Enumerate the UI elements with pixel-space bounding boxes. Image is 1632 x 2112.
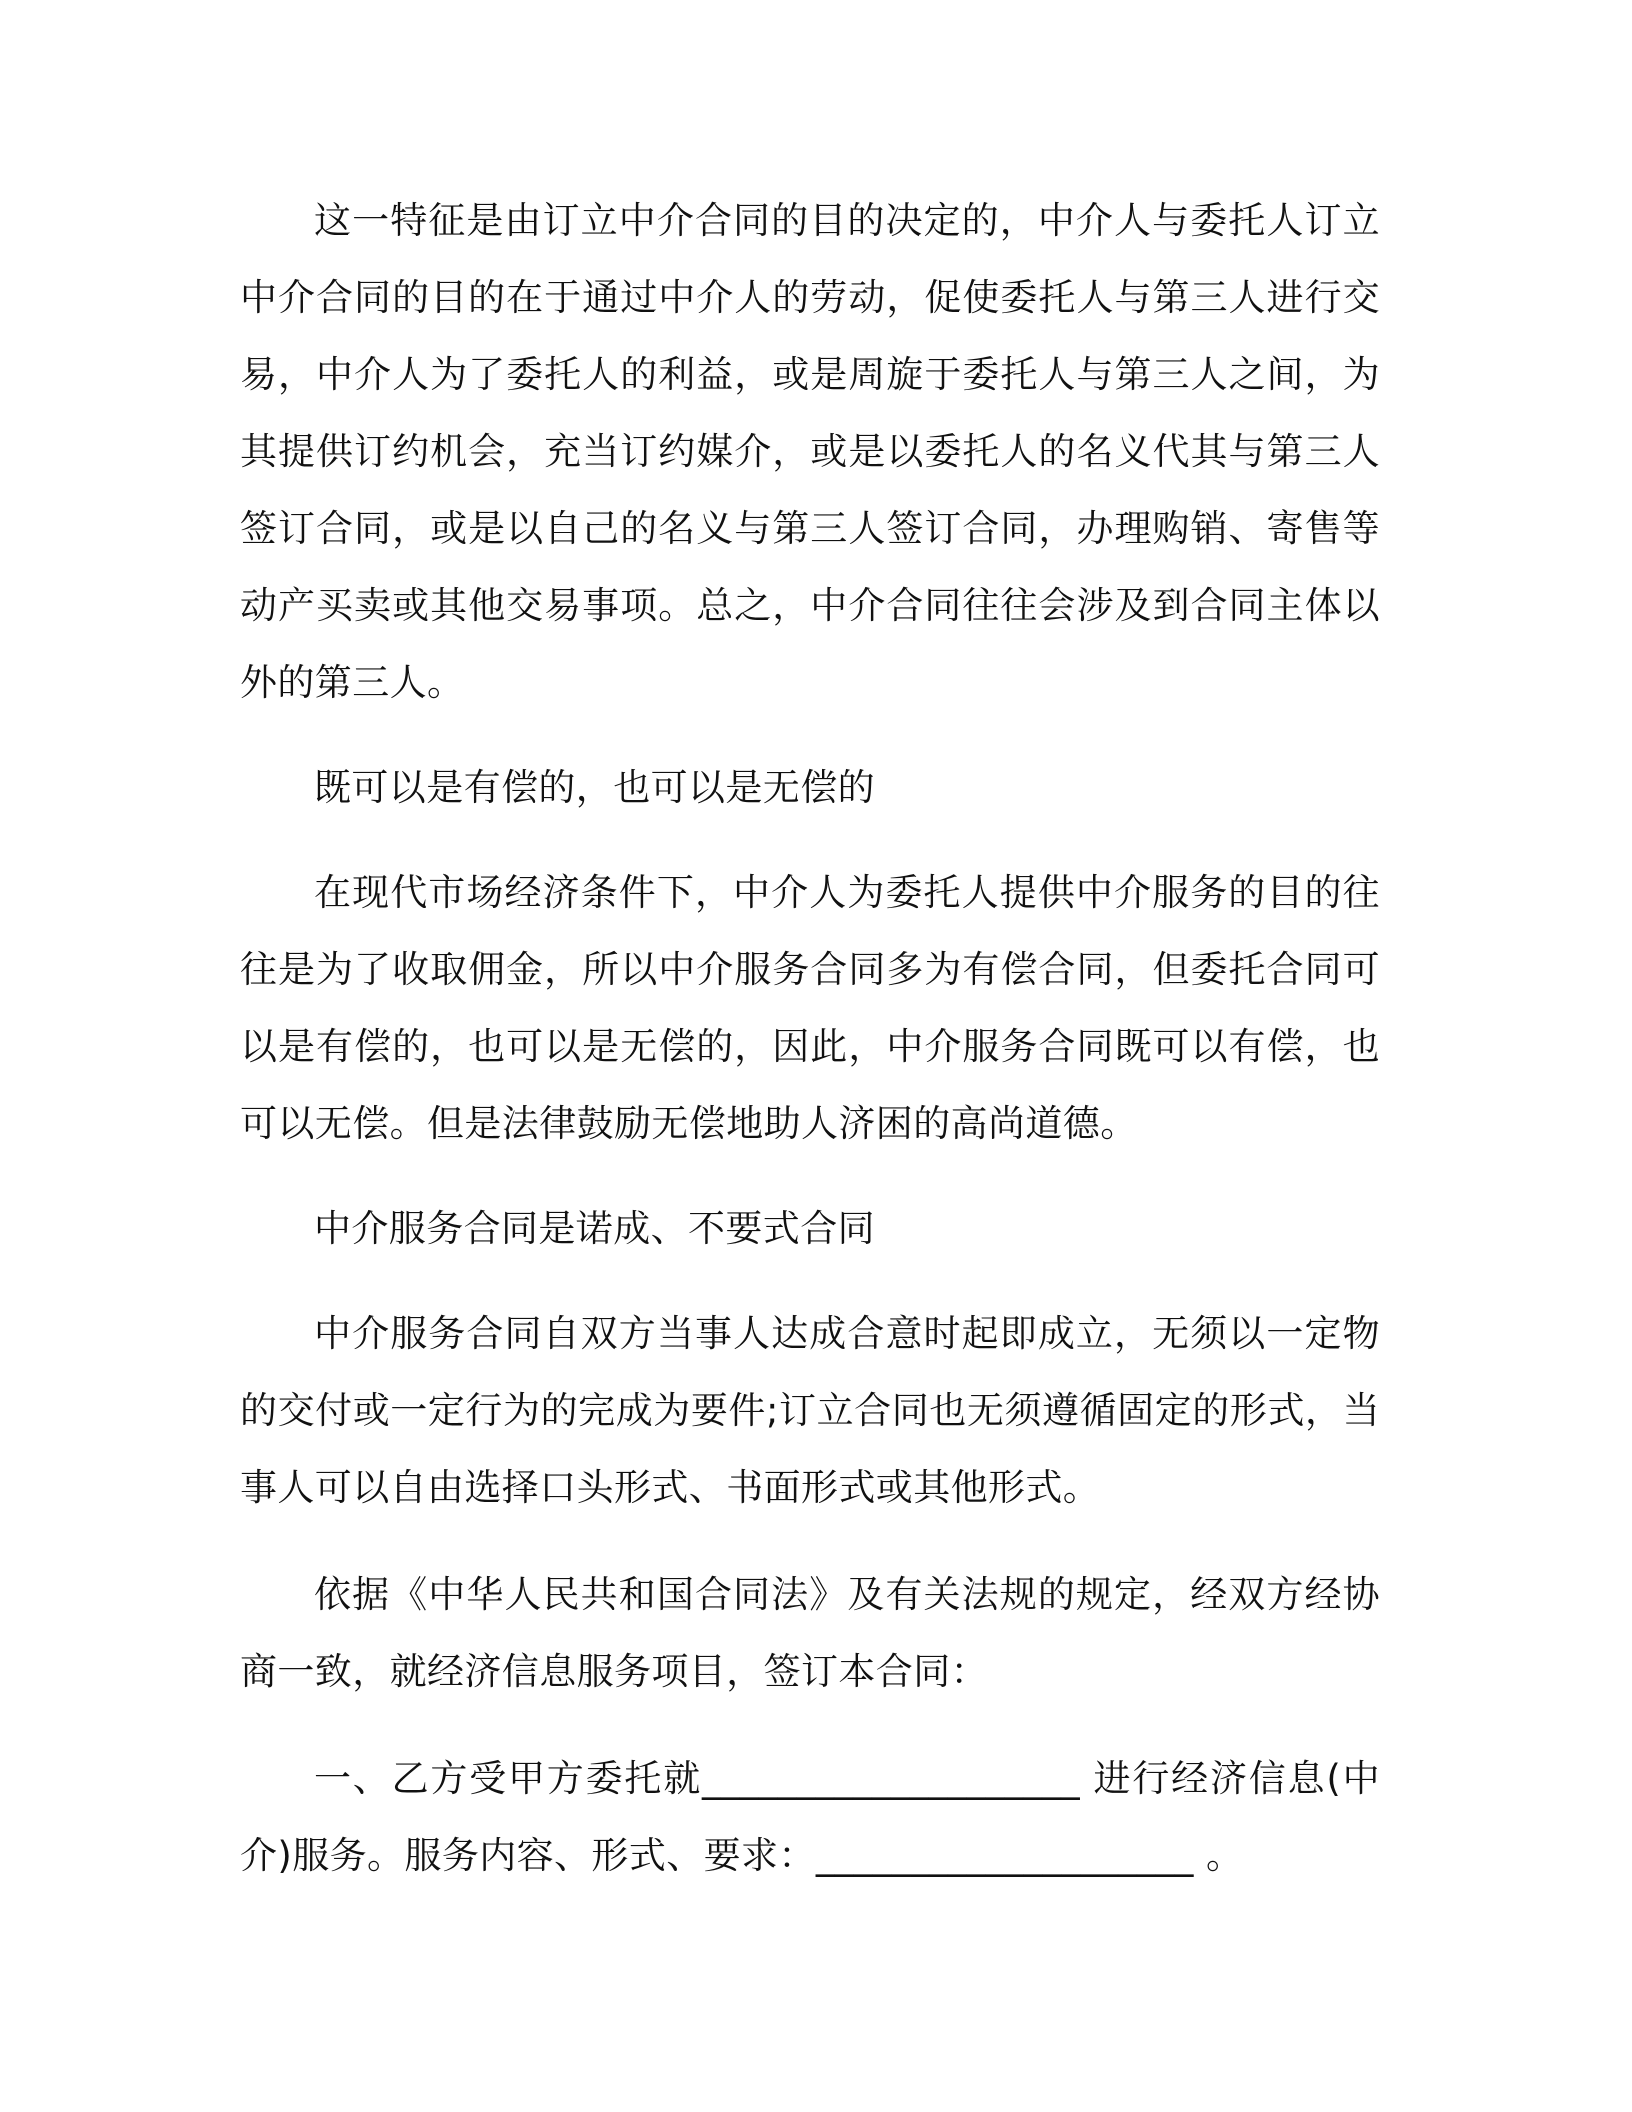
paragraph-third-party-feature: 这一特征是由订立中介合同的目的决定的，中介人与委托人订立中介合同的目的在于通过中介人的劳动，促使委托人与第三人进行交易，中介人为了委托人的利益，或是周旋于委托人与第三人之间，为其提供订约机会，充当订约媒介，或是以委托人的名义代其与第三人签订合同，或是以自己的名义与第三人签订合同，办理购销、寄售等动产买卖或其他交易事项。总之，中介合同往往会涉及到合同主体以外的第三人。	[240, 199, 1380, 704]
document-body	[240, 182, 1380, 1894]
paragraph-consensual-contract: 中介服务合同自双方当事人达成合意时起即成立，无须以一定物的交付或一定行为的完成为要件;订立合同也无须遵循固定的形式，当事人可以自由选择口头形式、书面形式或其他形式。	[240, 1312, 1380, 1509]
paragraph-paid-or-free: 在现代市场经济条件下，中介人为委托人提供中介服务的目的往往是为了收取佣金，所以中介服务合同多为有偿合同，但委托合同可以是有偿的，也可以是无偿的，因此，中介服务合同既可以有偿，也可以无偿。但是法律鼓励无偿地助人济困的高尚道德。	[240, 871, 1380, 1145]
heading-paid-or-free: 既可以是有偿的，也可以是无偿的	[314, 766, 875, 809]
paragraph-legal-basis: 依据《中华人民共和国合同法》及有关法规的规定，经双方经协商一致，就经济信息服务项目，签订本合同：	[240, 1573, 1380, 1693]
heading-consensual-contract: 中介服务合同是诺成、不要式合同	[314, 1207, 875, 1250]
clause-one: 一、乙方受甲方委托就____________________ 进行经济信息(中介)服务。服务内容、形式、要求：____________________ 。	[240, 1757, 1380, 1877]
